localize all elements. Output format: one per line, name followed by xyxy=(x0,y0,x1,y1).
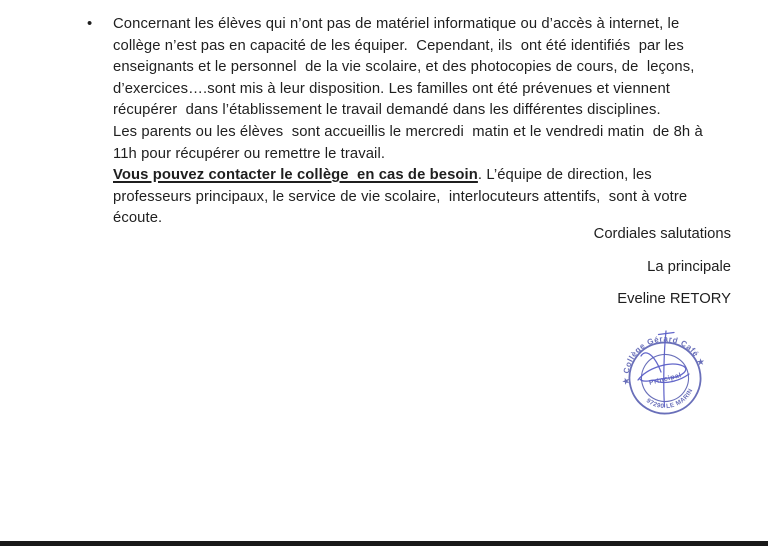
letter-paragraph xyxy=(113,14,703,230)
closing-signer-name: Eveline RETORY xyxy=(617,291,731,308)
school-stamp xyxy=(613,328,717,432)
bullet-marker: • xyxy=(87,16,93,32)
paragraph-line-4: d’exercices….sont mis à leur disposition. Les familles ont été prévenues et viennent xyxy=(113,80,670,97)
paragraph-line-10: écoute. xyxy=(113,210,163,227)
paragraph-line-6: Les parents ou les élèves sont accueillis le mercredi matin et le vendredi matin de 8h à xyxy=(113,123,703,140)
stamp-top-arc-text: ★ Collège Gérard Café ★ xyxy=(621,334,707,386)
paragraph-line-3: enseignants et le personnel de la vie scolaire, et des photocopies de cours, de leçons, xyxy=(113,59,695,76)
paragraph-line-7: 11h pour récupérer ou remettre le travail. xyxy=(113,145,386,162)
paragraph-line-contact xyxy=(113,165,703,187)
paragraph-line-2: collège n’est pas en capacité de les équiper. Cependant, ils ont été identifiés par les xyxy=(113,37,684,54)
stamp-center-text: Principal xyxy=(648,372,683,387)
paragraph-line-1: Concernant les élèves qui n’ont pas de matériel informatique ou d’accès à internet, le xyxy=(113,16,680,32)
contact-rest-text: . L’équipe de direction, les xyxy=(477,167,652,184)
paragraph-line-5: récupérer dans l’établissement le travail demandé dans les différentes disciplines. xyxy=(113,102,661,119)
closing-signer-title: La principale xyxy=(647,258,731,275)
page-bottom-edge xyxy=(0,541,768,546)
contact-emphasis-text: Vous pouvez contacter le collège en cas de besoin xyxy=(113,167,478,184)
closing-salutation: Cordiales salutations xyxy=(593,226,731,242)
paragraph-line-9: professeurs principaux, le service de vie scolaire, interlocuteurs attentifs, sont à votre xyxy=(113,188,688,205)
stamp-bottom-arc-text: 97290 LE MARIN xyxy=(644,387,695,411)
closing-block xyxy=(594,224,731,311)
